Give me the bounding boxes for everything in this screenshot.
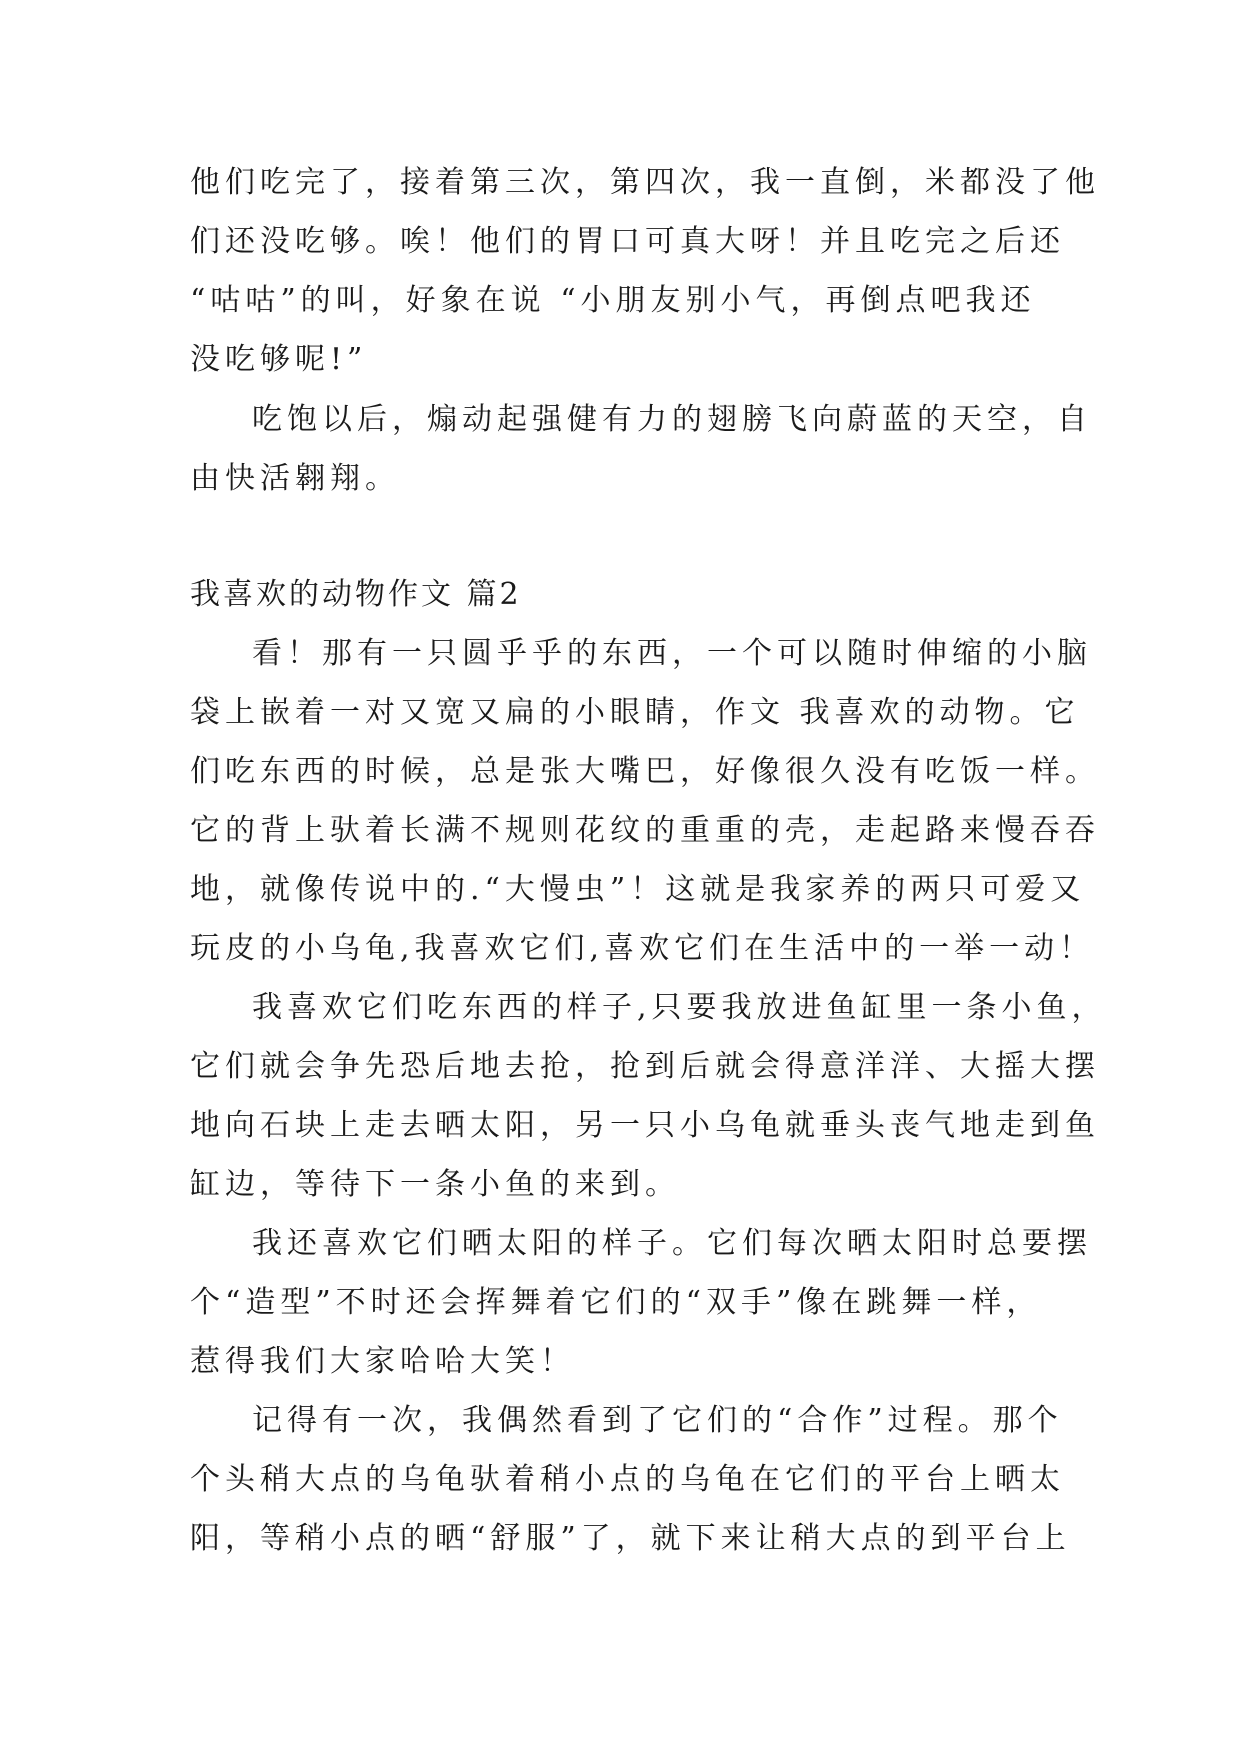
paragraph-line: 地，就像传说中的.“大慢虫”！这就是我家养的两只可爱又: [190, 872, 1086, 907]
paragraph-line: 们还没吃够。唉！他们的胃口可真大呀！并且吃完之后还: [190, 224, 1065, 259]
paragraph-line: 个“造型”不时还会挥舞着它们的“双手”像在跳舞一样，: [190, 1285, 1042, 1320]
paragraph-line: 由快活翱翔。: [190, 461, 400, 496]
paragraph-line: 袋上嵌着一对又宽又扁的小眼睛，作文 我喜欢的动物。它: [190, 695, 1080, 730]
paragraph-line: 他们吃完了，接着第三次，第四次，我一直倒，米都没了他: [190, 165, 1100, 200]
paragraph-line: 惹得我们大家哈哈大笑！: [190, 1344, 575, 1379]
paragraph-line: 我还喜欢它们晒太阳的样子。它们每次晒太阳时总要摆: [252, 1226, 1092, 1261]
section-heading: 我喜欢的动物作文 篇2: [190, 577, 522, 612]
paragraph-line: 看！那有一只圆乎乎的东西，一个可以随时伸缩的小脑: [252, 636, 1092, 671]
paragraph-line: 玩皮的小乌龟,我喜欢它们,喜欢它们在生活中的一举一动！: [190, 931, 1095, 966]
paragraph-line: 它的背上驮着长满不规则花纹的重重的壳，走起路来慢吞吞: [190, 813, 1100, 848]
paragraph-line: 它们就会争先恐后地去抢，抢到后就会得意洋洋、大摇大摆: [190, 1049, 1100, 1084]
paragraph-line: 记得有一次，我偶然看到了它们的“合作”过程。那个: [252, 1403, 1063, 1438]
paragraph-line: 个头稍大点的乌龟驮着稍小点的乌龟在它们的平台上晒太: [190, 1462, 1065, 1497]
paragraph-line: 缸边，等待下一条小鱼的来到。: [190, 1167, 680, 1202]
paragraph-line: 吃饱以后，煽动起强健有力的翅膀飞向蔚蓝的天空，自: [252, 402, 1092, 437]
paragraph-line: 没吃够呢!”: [190, 342, 368, 377]
paragraph-line: 们吃东西的时候，总是张大嘴巴，好像很久没有吃饭一样。: [190, 754, 1100, 789]
paragraph-line: “咕咕”的叫，好象在说 “小朋友别小气，再倒点吧我还: [190, 283, 1036, 318]
paragraph-line: 地向石块上走去晒太阳，另一只小乌龟就垂头丧气地走到鱼: [190, 1108, 1100, 1143]
paragraph-line: 我喜欢它们吃东西的样子,只要我放进鱼缸里一条小鱼，: [252, 990, 1107, 1025]
paragraph-line: 阳，等稍小点的晒“舒服”了，就下来让稍大点的到平台上: [190, 1521, 1071, 1556]
